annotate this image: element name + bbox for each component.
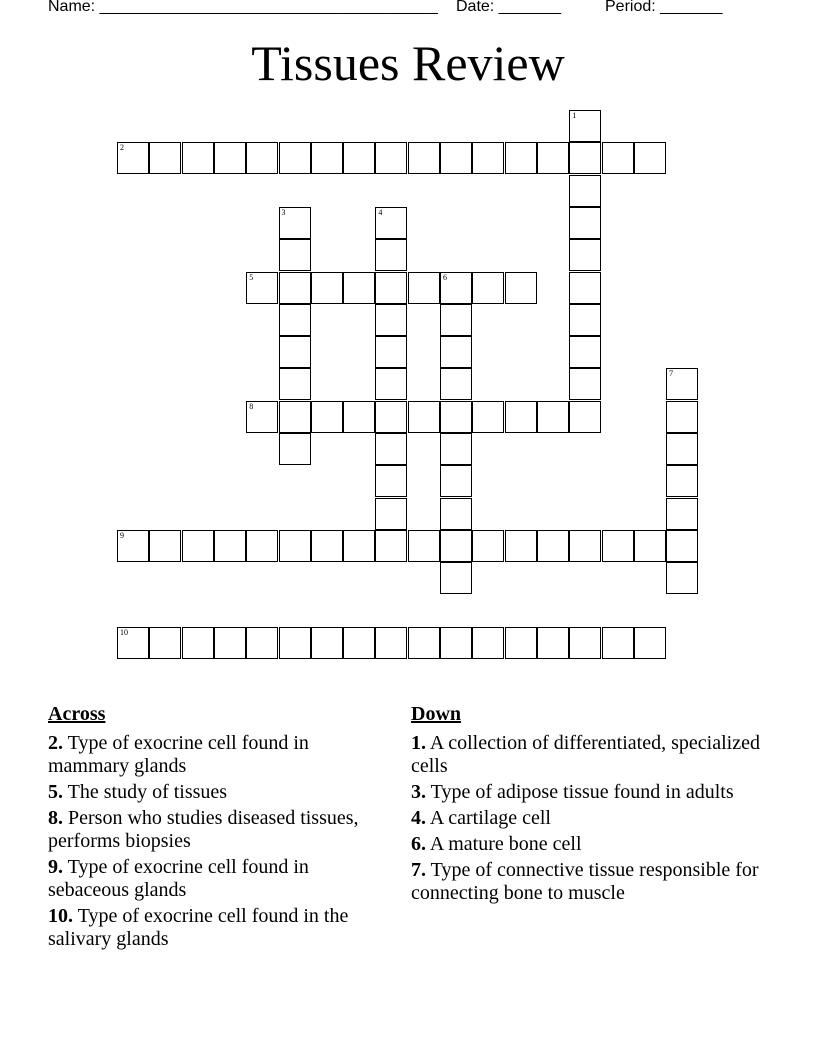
crossword-cell[interactable] xyxy=(149,530,181,562)
crossword-cell[interactable] xyxy=(375,498,407,530)
crossword-cell[interactable] xyxy=(117,142,149,174)
crossword-cell[interactable] xyxy=(279,207,311,239)
crossword-cell[interactable] xyxy=(569,110,601,142)
crossword-cell[interactable] xyxy=(569,530,601,562)
crossword-cell[interactable] xyxy=(505,530,537,562)
across-heading: Across xyxy=(48,703,106,725)
crossword-cell[interactable] xyxy=(569,272,601,304)
crossword-cell[interactable] xyxy=(279,142,311,174)
clue-item-number: 5. xyxy=(48,781,63,803)
crossword-cell[interactable] xyxy=(343,530,375,562)
crossword-cell[interactable] xyxy=(408,401,440,433)
crossword-cell[interactable] xyxy=(246,627,278,659)
clue-item-text: Person who studies diseased tissues, performs biopsies xyxy=(48,807,359,852)
crossword-cell[interactable] xyxy=(279,627,311,659)
crossword-cell[interactable] xyxy=(569,401,601,433)
across-clue-list xyxy=(48,732,388,951)
crossword-cell[interactable] xyxy=(182,627,214,659)
crossword-cell[interactable] xyxy=(375,433,407,465)
clue-item xyxy=(48,807,388,853)
clue-number: 3 xyxy=(281,207,286,217)
clue-item-text: A mature bone cell xyxy=(426,833,582,855)
crossword-cell[interactable] xyxy=(569,207,601,239)
crossword-cell[interactable] xyxy=(408,627,440,659)
clue-number: 5 xyxy=(249,272,254,282)
crossword-cell[interactable] xyxy=(343,401,375,433)
crossword-cell[interactable] xyxy=(279,433,311,465)
clue-item-text: A collection of differentiated, specialized cells xyxy=(411,732,760,777)
crossword-cell[interactable] xyxy=(408,530,440,562)
crossword-cell[interactable] xyxy=(505,401,537,433)
crossword-cell[interactable] xyxy=(246,530,278,562)
crossword-cell[interactable] xyxy=(311,627,343,659)
clue-item-number: 4. xyxy=(411,807,426,829)
crossword-cell[interactable] xyxy=(149,142,181,174)
crossword-cell[interactable] xyxy=(472,627,504,659)
clue-item xyxy=(48,732,388,778)
crossword-cell[interactable] xyxy=(666,401,698,433)
clue-item-text: Type of exocrine cell found in sebaceous glands xyxy=(48,856,309,901)
crossword-cell[interactable] xyxy=(634,530,666,562)
crossword-cell[interactable] xyxy=(375,207,407,239)
crossword-cell[interactable] xyxy=(569,336,601,368)
crossword-cell[interactable] xyxy=(666,465,698,497)
period-field-label: Period: _______ xyxy=(605,0,723,15)
crossword-cell[interactable] xyxy=(440,433,472,465)
crossword-cell[interactable] xyxy=(569,142,601,174)
crossword-cell[interactable] xyxy=(279,239,311,271)
clue-item xyxy=(48,781,388,804)
crossword-cell[interactable] xyxy=(440,304,472,336)
crossword-cell[interactable] xyxy=(214,142,246,174)
clue-number: 2 xyxy=(120,143,124,153)
clue-item-text: A cartilage cell xyxy=(426,807,551,829)
down-clues xyxy=(411,703,761,908)
clue-item xyxy=(48,856,388,902)
crossword-cell[interactable] xyxy=(666,562,698,594)
crossword-cell[interactable] xyxy=(537,401,569,433)
crossword-cell[interactable] xyxy=(279,336,311,368)
clue-item-number: 7. xyxy=(411,859,426,881)
clue-item-text: The study of tissues xyxy=(63,781,228,803)
crossword-cell[interactable] xyxy=(375,272,407,304)
clue-item-number: 2. xyxy=(48,732,63,754)
date-field-label: Date: _______ xyxy=(456,0,561,15)
crossword-cell[interactable] xyxy=(634,142,666,174)
clue-number: 4 xyxy=(378,207,383,217)
crossword-cell[interactable] xyxy=(375,239,407,271)
clue-number: 6 xyxy=(443,272,447,282)
clue-number: 10 xyxy=(120,627,128,637)
crossword-cell[interactable] xyxy=(279,530,311,562)
clue-number: 8 xyxy=(249,401,254,411)
crossword-cell[interactable] xyxy=(214,627,246,659)
crossword-cell[interactable] xyxy=(440,368,472,400)
clue-number: 1 xyxy=(572,111,577,120)
crossword-cell[interactable] xyxy=(279,272,311,304)
clue-item-number: 6. xyxy=(411,833,426,855)
clue-number: 9 xyxy=(120,530,124,540)
crossword-cell[interactable] xyxy=(666,498,698,530)
crossword-cell[interactable] xyxy=(666,368,698,400)
crossword-cell[interactable] xyxy=(375,530,407,562)
clue-item-text: Type of exocrine cell found in mammary glands xyxy=(48,732,309,777)
crossword-cell[interactable] xyxy=(569,175,601,207)
crossword-cell[interactable] xyxy=(440,401,472,433)
crossword-cell[interactable] xyxy=(375,142,407,174)
crossword-cell[interactable] xyxy=(569,304,601,336)
crossword-cell[interactable] xyxy=(569,368,601,400)
crossword-cell[interactable] xyxy=(602,530,634,562)
clue-item xyxy=(411,807,761,830)
clue-item-text: Type of exocrine cell found in the salivary glands xyxy=(48,905,349,950)
crossword-cell[interactable] xyxy=(440,142,472,174)
clue-number: 7 xyxy=(669,369,674,379)
crossword-cell[interactable] xyxy=(505,272,537,304)
crossword-cell[interactable] xyxy=(279,368,311,400)
clue-item xyxy=(411,732,761,778)
crossword-cell[interactable] xyxy=(505,627,537,659)
crossword-cell[interactable] xyxy=(408,142,440,174)
crossword-cell[interactable] xyxy=(343,627,375,659)
down-heading: Down xyxy=(411,703,462,725)
crossword-cell[interactable] xyxy=(311,142,343,174)
crossword-cell[interactable] xyxy=(214,530,246,562)
down-clue-list xyxy=(411,732,761,905)
crossword-cell[interactable] xyxy=(246,142,278,174)
page-title: Tissues Review xyxy=(251,35,565,91)
clue-item-number: 10. xyxy=(48,905,73,927)
crossword-cell[interactable] xyxy=(440,562,472,594)
crossword-cell[interactable] xyxy=(472,142,504,174)
clue-item xyxy=(411,859,761,905)
crossword-cell[interactable] xyxy=(375,465,407,497)
crossword-cell[interactable] xyxy=(537,142,569,174)
crossword-cell[interactable] xyxy=(246,401,278,433)
crossword-cell[interactable] xyxy=(472,272,504,304)
crossword-cell[interactable] xyxy=(440,530,472,562)
crossword-cell[interactable] xyxy=(505,142,537,174)
crossword-cell[interactable] xyxy=(246,272,278,304)
crossword-cell[interactable] xyxy=(149,627,181,659)
crossword-cell[interactable] xyxy=(311,401,343,433)
crossword-cell[interactable] xyxy=(537,627,569,659)
crossword-cell[interactable] xyxy=(440,465,472,497)
crossword-cell[interactable] xyxy=(117,530,149,562)
crossword-cell[interactable] xyxy=(375,336,407,368)
crossword-cell[interactable] xyxy=(375,368,407,400)
crossword-cell[interactable] xyxy=(440,627,472,659)
crossword-cell[interactable] xyxy=(666,433,698,465)
crossword-cell[interactable] xyxy=(408,272,440,304)
crossword-cell[interactable] xyxy=(634,627,666,659)
crossword-cell[interactable] xyxy=(537,530,569,562)
crossword-cell[interactable] xyxy=(472,401,504,433)
crossword-cell[interactable] xyxy=(279,401,311,433)
crossword-cell[interactable] xyxy=(440,272,472,304)
clue-item xyxy=(411,781,761,804)
crossword-cell[interactable] xyxy=(375,304,407,336)
clue-item xyxy=(48,905,388,951)
crossword-cell[interactable] xyxy=(343,272,375,304)
crossword-cell[interactable] xyxy=(440,336,472,368)
name-field-label: Name: ______________________________________ xyxy=(48,0,438,15)
clue-item-number: 1. xyxy=(411,732,426,754)
crossword-cell[interactable] xyxy=(182,530,214,562)
crossword-cell[interactable] xyxy=(666,530,698,562)
across-clues xyxy=(48,703,388,954)
crossword-cell[interactable] xyxy=(279,304,311,336)
crossword-cell[interactable] xyxy=(569,627,601,659)
clue-item xyxy=(411,833,761,856)
clue-item-number: 3. xyxy=(411,781,426,803)
crossword-cell[interactable] xyxy=(375,627,407,659)
clue-item-number: 9. xyxy=(48,856,63,878)
crossword-cell[interactable] xyxy=(375,401,407,433)
clue-item-text: Type of adipose tissue found in adults xyxy=(426,781,734,803)
crossword-cell[interactable] xyxy=(343,142,375,174)
crossword-cell[interactable] xyxy=(311,530,343,562)
crossword-cell[interactable] xyxy=(472,530,504,562)
crossword-cell[interactable] xyxy=(440,498,472,530)
crossword-cell[interactable] xyxy=(602,142,634,174)
clue-item-text: Type of connective tissue responsible for connecting bone to muscle xyxy=(411,859,759,904)
crossword-cell[interactable] xyxy=(182,142,214,174)
clue-item-number: 8. xyxy=(48,807,63,829)
crossword-cell[interactable] xyxy=(602,627,634,659)
crossword-cell[interactable] xyxy=(311,272,343,304)
crossword-cell[interactable] xyxy=(569,239,601,271)
crossword-cell[interactable] xyxy=(117,627,149,659)
